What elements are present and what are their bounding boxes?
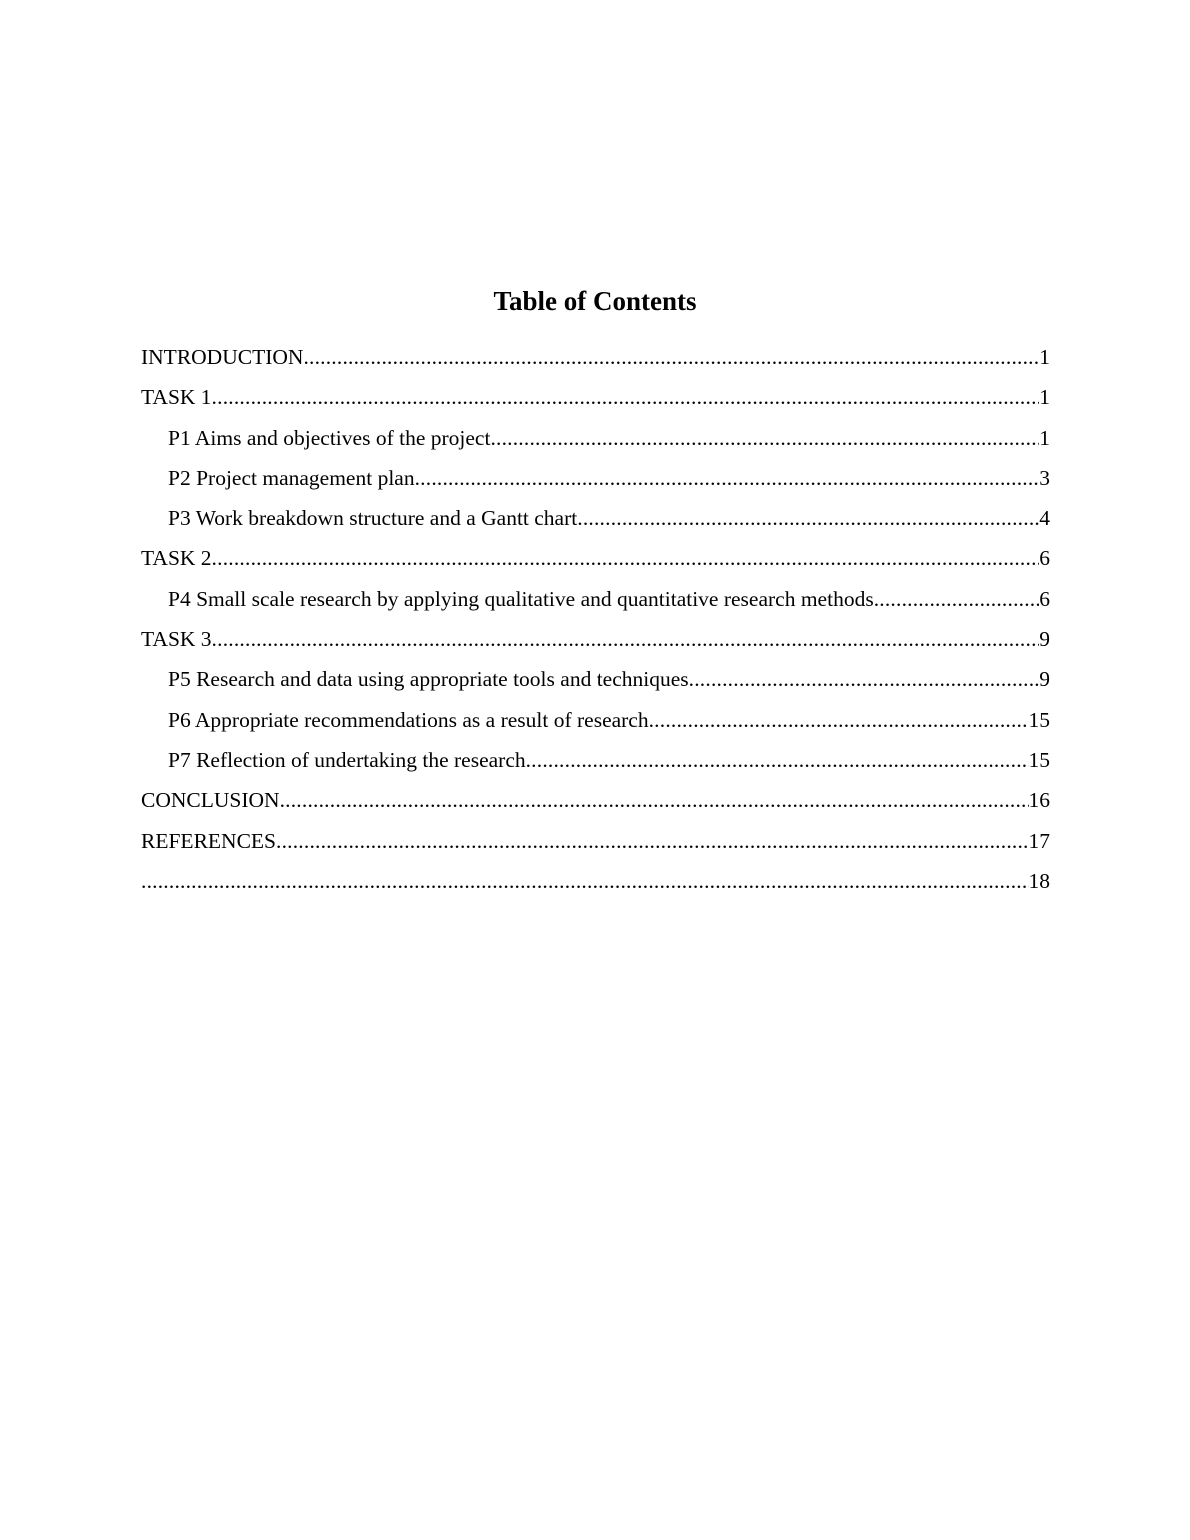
toc-entry-p6[interactable] (141, 703, 1050, 743)
toc-entry-conclusion[interactable] (141, 783, 1050, 823)
toc-page-number: 17 (1028, 828, 1050, 853)
toc-dot-leader (303, 340, 1039, 374)
toc-page-number: 3 (1039, 465, 1050, 490)
toc-dot-leader (874, 582, 1040, 616)
toc-entry-p3[interactable] (141, 501, 1050, 541)
toc-entry-label: P6 Appropriate recommendations as a result of research (168, 707, 649, 732)
toc-dot-leader (212, 622, 1040, 656)
toc-page-number: 6 (1039, 546, 1050, 571)
page-title: Table of Contents (493, 286, 697, 316)
toc-dot-leader (490, 421, 1039, 455)
toc-page-number: 1 (1039, 385, 1050, 410)
toc-entry-label: P1 Aims and objectives of the project (168, 425, 491, 450)
toc-page-number: 15 (1028, 707, 1050, 732)
toc-entry-label: CONCLUSION (141, 788, 280, 813)
toc-dot-leader (689, 662, 1040, 696)
toc-entry-task-1[interactable] (141, 380, 1050, 420)
toc-entry-task-2[interactable] (141, 541, 1050, 581)
toc-entry-label: P4 Small scale research by applying qualitative and quantitative research methods (168, 586, 874, 611)
toc-entry-untitled[interactable] (141, 864, 1050, 904)
toc-dot-leader (212, 380, 1040, 414)
toc-entry-label: TASK 1 (141, 385, 212, 410)
toc-page-number: 18 (1028, 868, 1050, 893)
toc-dot-leader (526, 743, 1029, 777)
toc-dot-leader (577, 501, 1039, 535)
toc-page-number: 4 (1039, 506, 1050, 531)
toc-entry-label: TASK 2 (141, 546, 212, 571)
toc-page-number: 1 (1039, 345, 1050, 369)
toc-page-number: 9 (1039, 627, 1050, 652)
table-of-contents (141, 340, 1050, 904)
toc-entry-references[interactable] (141, 824, 1050, 864)
toc-dot-leader (141, 864, 1029, 898)
toc-page-number: 9 (1039, 667, 1050, 692)
toc-entry-label: P5 Research and data using appropriate tools and techniques (168, 667, 689, 692)
toc-entry-label: TASK 3 (141, 627, 212, 652)
toc-entry-introduction[interactable] (141, 340, 1050, 380)
toc-entry-label: P2 Project management plan (168, 465, 415, 490)
toc-entry-label: P7 Reflection of undertaking the research (168, 747, 526, 772)
toc-dot-leader (212, 541, 1040, 575)
toc-dot-leader (276, 824, 1029, 858)
toc-dot-leader (280, 783, 1029, 817)
toc-entry-p2[interactable] (141, 461, 1050, 501)
toc-dot-leader (415, 461, 1040, 495)
toc-entry-label: P3 Work breakdown structure and a Gantt chart (168, 506, 578, 531)
toc-page-number: 16 (1028, 788, 1050, 813)
toc-page-number: 15 (1028, 747, 1050, 772)
toc-entry-label: REFERENCES (141, 828, 276, 853)
toc-entry-label: INTRODUCTION (141, 345, 304, 369)
toc-entry-p5[interactable] (141, 662, 1050, 702)
toc-entry-p1[interactable] (141, 421, 1050, 461)
toc-page-number: 6 (1039, 586, 1050, 611)
toc-entry-task-3[interactable] (141, 622, 1050, 662)
toc-entry-p4[interactable] (141, 582, 1050, 622)
toc-entry-p7[interactable] (141, 743, 1050, 783)
toc-dot-leader (649, 703, 1029, 737)
toc-page-number: 1 (1039, 425, 1050, 450)
